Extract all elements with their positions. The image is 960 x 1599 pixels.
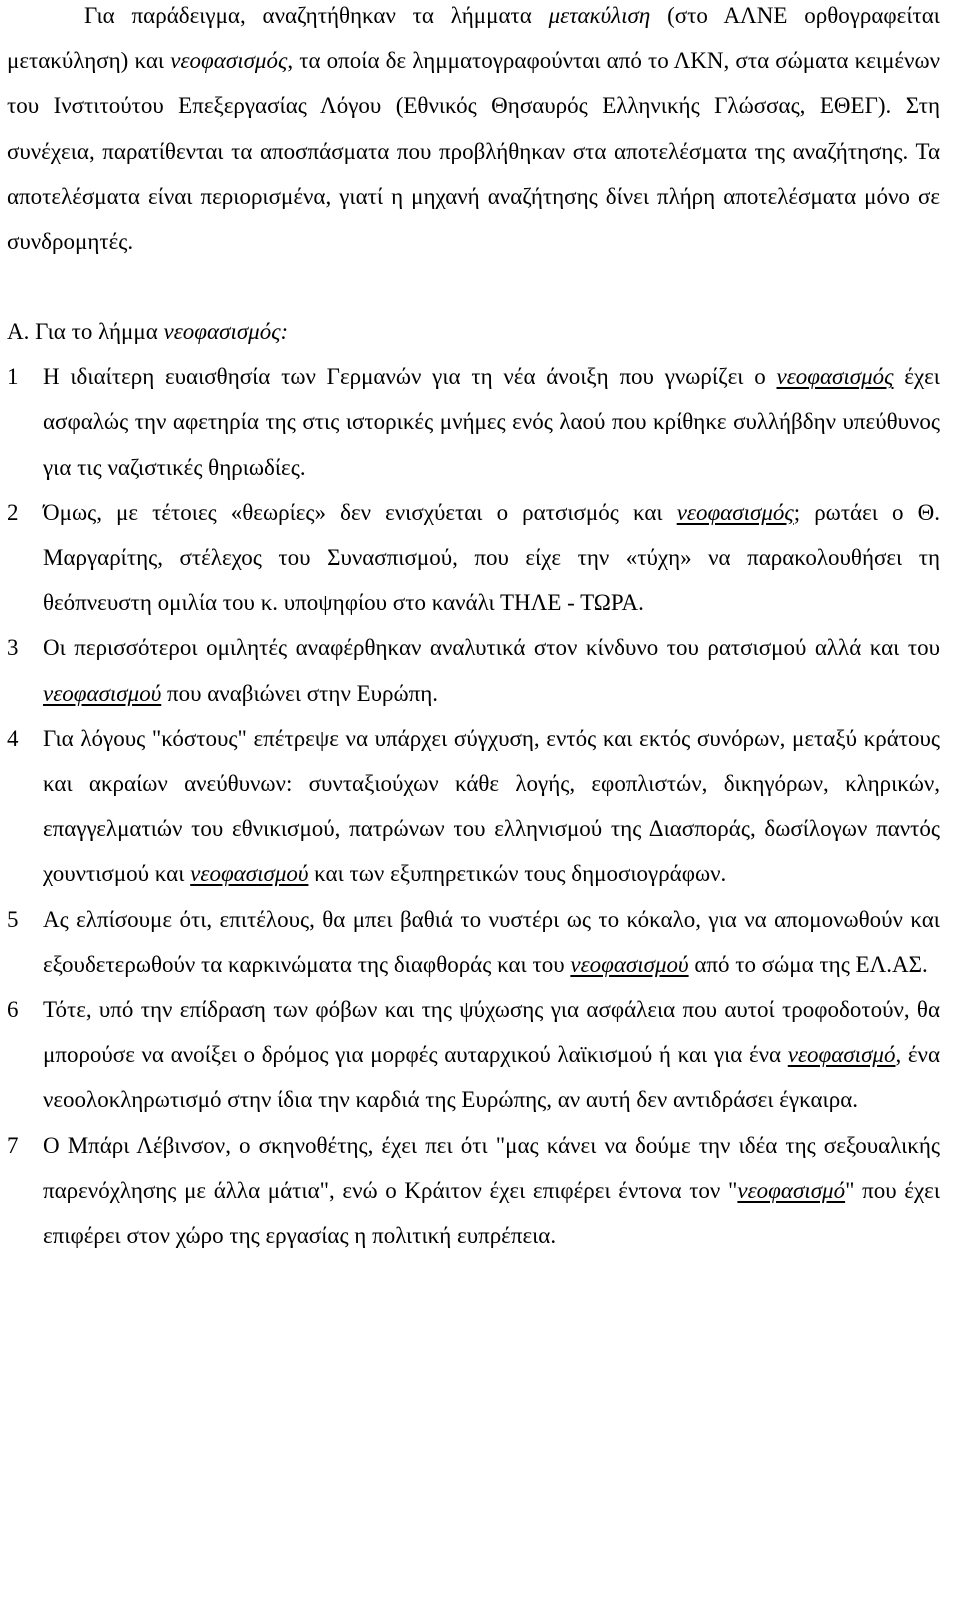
excerpt-number: 5 xyxy=(7,906,19,932)
excerpt-text xyxy=(43,897,940,987)
excerpt-number: 1 xyxy=(7,364,19,390)
excerpt-item xyxy=(7,625,940,715)
excerpt-item xyxy=(7,490,940,626)
excerpt-item xyxy=(7,354,940,490)
excerpt-text-before: Όμως, με τέτοιες «θεωρίες» δεν ενισχύεται ο ρατσισμός και xyxy=(43,499,677,525)
excerpt-keyword-text: νεοφασισμού xyxy=(43,680,162,706)
excerpt-text-before: Για λόγους "κόστους" επέτρεψε να υπάρχει σύγχυση, εντός και εκτός συνόρων, μεταξύ κράτους και ακραίων ανεύθυνων: συνταξιούχων κάθε λογής, εφοπλιστών, δικηγόρων, κληρικών, επαγγελματιών του εθνικισμού, πατρώνων του ελληνισμού της Διασποράς, δωσίλογων παντός χουντισμού και xyxy=(43,725,940,887)
excerpt-item xyxy=(7,987,940,1123)
section-heading xyxy=(7,309,940,354)
excerpt-number: 4 xyxy=(7,725,19,751)
excerpt-text-before: Τότε, υπό την επίδραση των φόβων και της ψύχωσης για ασφάλεια που αυτοί τροφοδοτούν, θα μπορούσε να ανοίξει ο δρόμος για μορφές αυταρχικού λαϊκισμού ή και για ένα xyxy=(43,997,940,1068)
excerpt-text-before: Η ιδιαίτερη ευαισθησία των Γερμανών για τη νέα άνοιξη που γνωρίζει ο xyxy=(43,364,777,390)
excerpt-list xyxy=(7,354,940,1258)
intro-text-3: , τα οποία δε λημματογραφούνται από το ΛΚΝ, στα σώματα κειμένων του Ινστιτούτου Επεξεργασίας Λόγου (Εθνικός Θησαυρός Ελληνικής Γλώσσας, ΕΘΕΓ). Στη συνέχεια, παρατίθενται τα αποσπάσματα που προβλήθηκαν στα αποτελέσματα της αναζήτησης. Τα αποτελέσματα είναι περιορισμένα, γιατί η μηχανή αναζήτησης δίνει πλήρη αποτελέσματα μόνο σε συνδρομητές. xyxy=(7,48,941,255)
term-neofasismos: νεοφασισμός xyxy=(170,48,288,74)
excerpt-item xyxy=(7,1123,940,1259)
intro-text-1: Για παράδειγμα, αναζητήθηκαν τα λήμματα xyxy=(84,3,549,28)
excerpt-item xyxy=(7,716,940,897)
excerpt-text xyxy=(43,354,940,490)
excerpt-number: 7 xyxy=(7,1132,19,1158)
intro-text-2: (στο ΑΛΝΕ ορθογραφείται μετακύληση) και xyxy=(7,3,940,74)
excerpt-text-before: Ο Μπάρι Λέβινσον, ο σκηνοθέτης, έχει πει ότι "μας κάνει να δούμε την ιδέα της σεξουαλικής παρενόχλησης με άλλα μάτια", ενώ ο Κράιτον έχει επιφέρει έντονα τον " xyxy=(43,1132,940,1203)
excerpt-text xyxy=(43,716,940,897)
excerpt-text-after: που αναβιώνει στην Ευρώπη. xyxy=(161,680,439,706)
excerpt-number: 6 xyxy=(7,997,19,1023)
excerpt-keyword xyxy=(788,1042,896,1067)
excerpt-text-after: και των εξυπηρετικών τους δημοσιογράφων. xyxy=(308,861,727,887)
excerpt-number: 3 xyxy=(7,635,19,661)
excerpt-text-after: ; ρωτάει ο Θ. Μαργαρίτης, στέλεχος του Συνασπισμού, που είχε την «τύχη» να παρακολουθήσει τη θεόπνευστη ομιλία του κ. υποψηφίου στο κανάλι ΤΗΛΕ - ΤΩΡΑ. xyxy=(43,499,940,616)
excerpt-text-after: έχει ασφαλώς την αφετηρία της στις ιστορικές μνήμες ενός λαού που κρίθηκε συλλήβδην υπεύθυνος για τις ναζιστικές θηριωδίες. xyxy=(43,364,940,480)
excerpt-text xyxy=(43,987,940,1123)
section-prefix: Α. Για το λήμμα xyxy=(7,319,164,345)
intro-paragraph xyxy=(7,0,940,264)
excerpt-text-after: , ένα νεοολοκληρωτισμό στην ίδια την καρδιά της Ευρώπης, αν αυτή δεν αντιδράσει έγκαιρα. xyxy=(43,1042,940,1113)
excerpt-keyword-text: νεοφασισμού xyxy=(190,861,309,887)
excerpt-keyword-text: νεοφασισμό xyxy=(787,1042,896,1068)
excerpt-keyword xyxy=(190,861,308,886)
excerpt-text-before: Οι περισσότεροι ομιλητές αναφέρθηκαν αναλυτικά στον κίνδυνο του ρατσισμού αλλά και του xyxy=(43,635,940,661)
excerpt-text xyxy=(43,490,940,626)
excerpt-keyword xyxy=(737,1178,845,1203)
excerpt-text xyxy=(43,625,940,715)
excerpt-text-after: " που έχει επιφέρει στον χώρο της εργασίας η πολιτική ευπρέπεια. xyxy=(43,1177,941,1249)
excerpt-keyword-text: νεοφασισμός xyxy=(776,364,894,390)
excerpt-keyword xyxy=(677,500,794,525)
term-metakylisi: μετακύλιση xyxy=(548,3,651,28)
excerpt-text xyxy=(43,1123,940,1259)
excerpt-keyword xyxy=(776,364,893,389)
excerpt-keyword-text: νεοφασισμός xyxy=(676,499,794,525)
excerpt-keyword xyxy=(43,681,161,706)
excerpt-text-before: Ας ελπίσουμε ότι, επιτέλους, θα μπει βαθιά το νυστέρι ως το κόκαλο, για να απομονωθούν και εξουδετερωθούν τα καρκινώματα της διαφθοράς και του xyxy=(43,906,940,977)
excerpt-keyword-text: νεοφασισμού xyxy=(570,951,689,977)
section-term: νεοφασισμός: xyxy=(163,319,289,345)
excerpt-item xyxy=(7,897,940,987)
excerpt-keyword-text: νεοφασισμό xyxy=(737,1177,846,1203)
excerpt-number: 2 xyxy=(7,499,19,525)
excerpt-text-after: από το σώμα της ΕΛ.ΑΣ. xyxy=(688,951,928,977)
excerpt-keyword xyxy=(570,952,688,977)
